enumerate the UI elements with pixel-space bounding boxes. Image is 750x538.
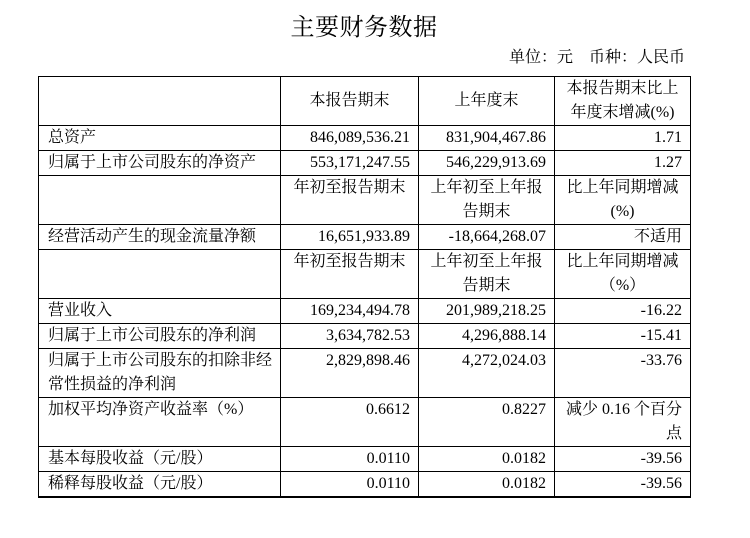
value-cell: 2,829,898.46 bbox=[281, 349, 419, 398]
value-cell: 0.6612 bbox=[281, 398, 419, 447]
table-header-row bbox=[39, 250, 691, 299]
header-cell: 本报告期末比上年度末增减(%) bbox=[555, 77, 691, 126]
header-cell: 年初至报告期末 bbox=[281, 250, 419, 299]
header-cell: 上年初至上年报告期末 bbox=[419, 176, 555, 225]
value-cell: 0.0110 bbox=[281, 447, 419, 472]
row-label-cell: 加权平均净资产收益率（%） bbox=[39, 398, 281, 447]
value-cell: 201,989,218.25 bbox=[419, 299, 555, 324]
row-label-cell: 总资产 bbox=[39, 126, 281, 151]
financial-data-table bbox=[38, 76, 691, 498]
table-row bbox=[39, 324, 691, 349]
value-cell: 0.0110 bbox=[281, 472, 419, 498]
unit-currency-line: 单位：元 币种：人民币 bbox=[508, 49, 685, 66]
header-cell: 本报告期末 bbox=[281, 77, 419, 126]
row-label-cell: 归属于上市公司股东的净利润 bbox=[39, 324, 281, 349]
value-cell: 4,272,024.03 bbox=[419, 349, 555, 398]
header-cell: 比上年同期增减（%） bbox=[555, 250, 691, 299]
value-cell: -18,664,268.07 bbox=[419, 225, 555, 250]
header-cell: 年初至报告期末 bbox=[281, 176, 419, 225]
row-label-cell: 归属于上市公司股东的扣除非经常性损益的净利润 bbox=[39, 349, 281, 398]
header-cell: 比上年同期增减(%) bbox=[555, 176, 691, 225]
value-cell: 169,234,494.78 bbox=[281, 299, 419, 324]
row-label-cell: 营业收入 bbox=[39, 299, 281, 324]
value-cell: -15.41 bbox=[555, 324, 691, 349]
row-label-cell: 基本每股收益（元/股） bbox=[39, 447, 281, 472]
value-cell: 16,651,933.89 bbox=[281, 225, 419, 250]
row-label-cell: 归属于上市公司股东的净资产 bbox=[39, 151, 281, 176]
value-cell: 0.8227 bbox=[419, 398, 555, 447]
table-row bbox=[39, 398, 691, 447]
value-cell: 4,296,888.14 bbox=[419, 324, 555, 349]
page-title: 主要财务数据 bbox=[290, 15, 438, 41]
table-row bbox=[39, 472, 691, 498]
table-row bbox=[39, 225, 691, 250]
value-cell: 0.0182 bbox=[419, 472, 555, 498]
value-cell: -33.76 bbox=[555, 349, 691, 398]
value-cell: 831,904,467.86 bbox=[419, 126, 555, 151]
value-cell: 0.0182 bbox=[419, 447, 555, 472]
header-cell: 上年度末 bbox=[419, 77, 555, 126]
header-cell: 上年初至上年报告期末 bbox=[419, 250, 555, 299]
header-cell bbox=[39, 176, 281, 225]
row-label-cell: 经营活动产生的现金流量净额 bbox=[39, 225, 281, 250]
value-cell: 553,171,247.55 bbox=[281, 151, 419, 176]
financial-table-body bbox=[39, 77, 691, 498]
header-cell bbox=[39, 77, 281, 126]
header-cell bbox=[39, 250, 281, 299]
value-cell: -16.22 bbox=[555, 299, 691, 324]
value-cell: 846,089,536.21 bbox=[281, 126, 419, 151]
value-cell: 1.71 bbox=[555, 126, 691, 151]
table-row bbox=[39, 299, 691, 324]
table-row bbox=[39, 151, 691, 176]
document-content bbox=[38, 0, 690, 498]
value-cell: -39.56 bbox=[555, 447, 691, 472]
table-header-row bbox=[39, 77, 691, 126]
table-row bbox=[39, 447, 691, 472]
table-header-row bbox=[39, 176, 691, 225]
table-row bbox=[39, 349, 691, 398]
value-cell: 546,229,913.69 bbox=[419, 151, 555, 176]
row-label-cell: 稀释每股收益（元/股） bbox=[39, 472, 281, 498]
value-cell: -39.56 bbox=[555, 472, 691, 498]
table-row bbox=[39, 126, 691, 151]
value-cell: 不适用 bbox=[555, 225, 691, 250]
value-cell: 1.27 bbox=[555, 151, 691, 176]
value-cell: 3,634,782.53 bbox=[281, 324, 419, 349]
value-cell: 减少 0.16 个百分点 bbox=[555, 398, 691, 447]
